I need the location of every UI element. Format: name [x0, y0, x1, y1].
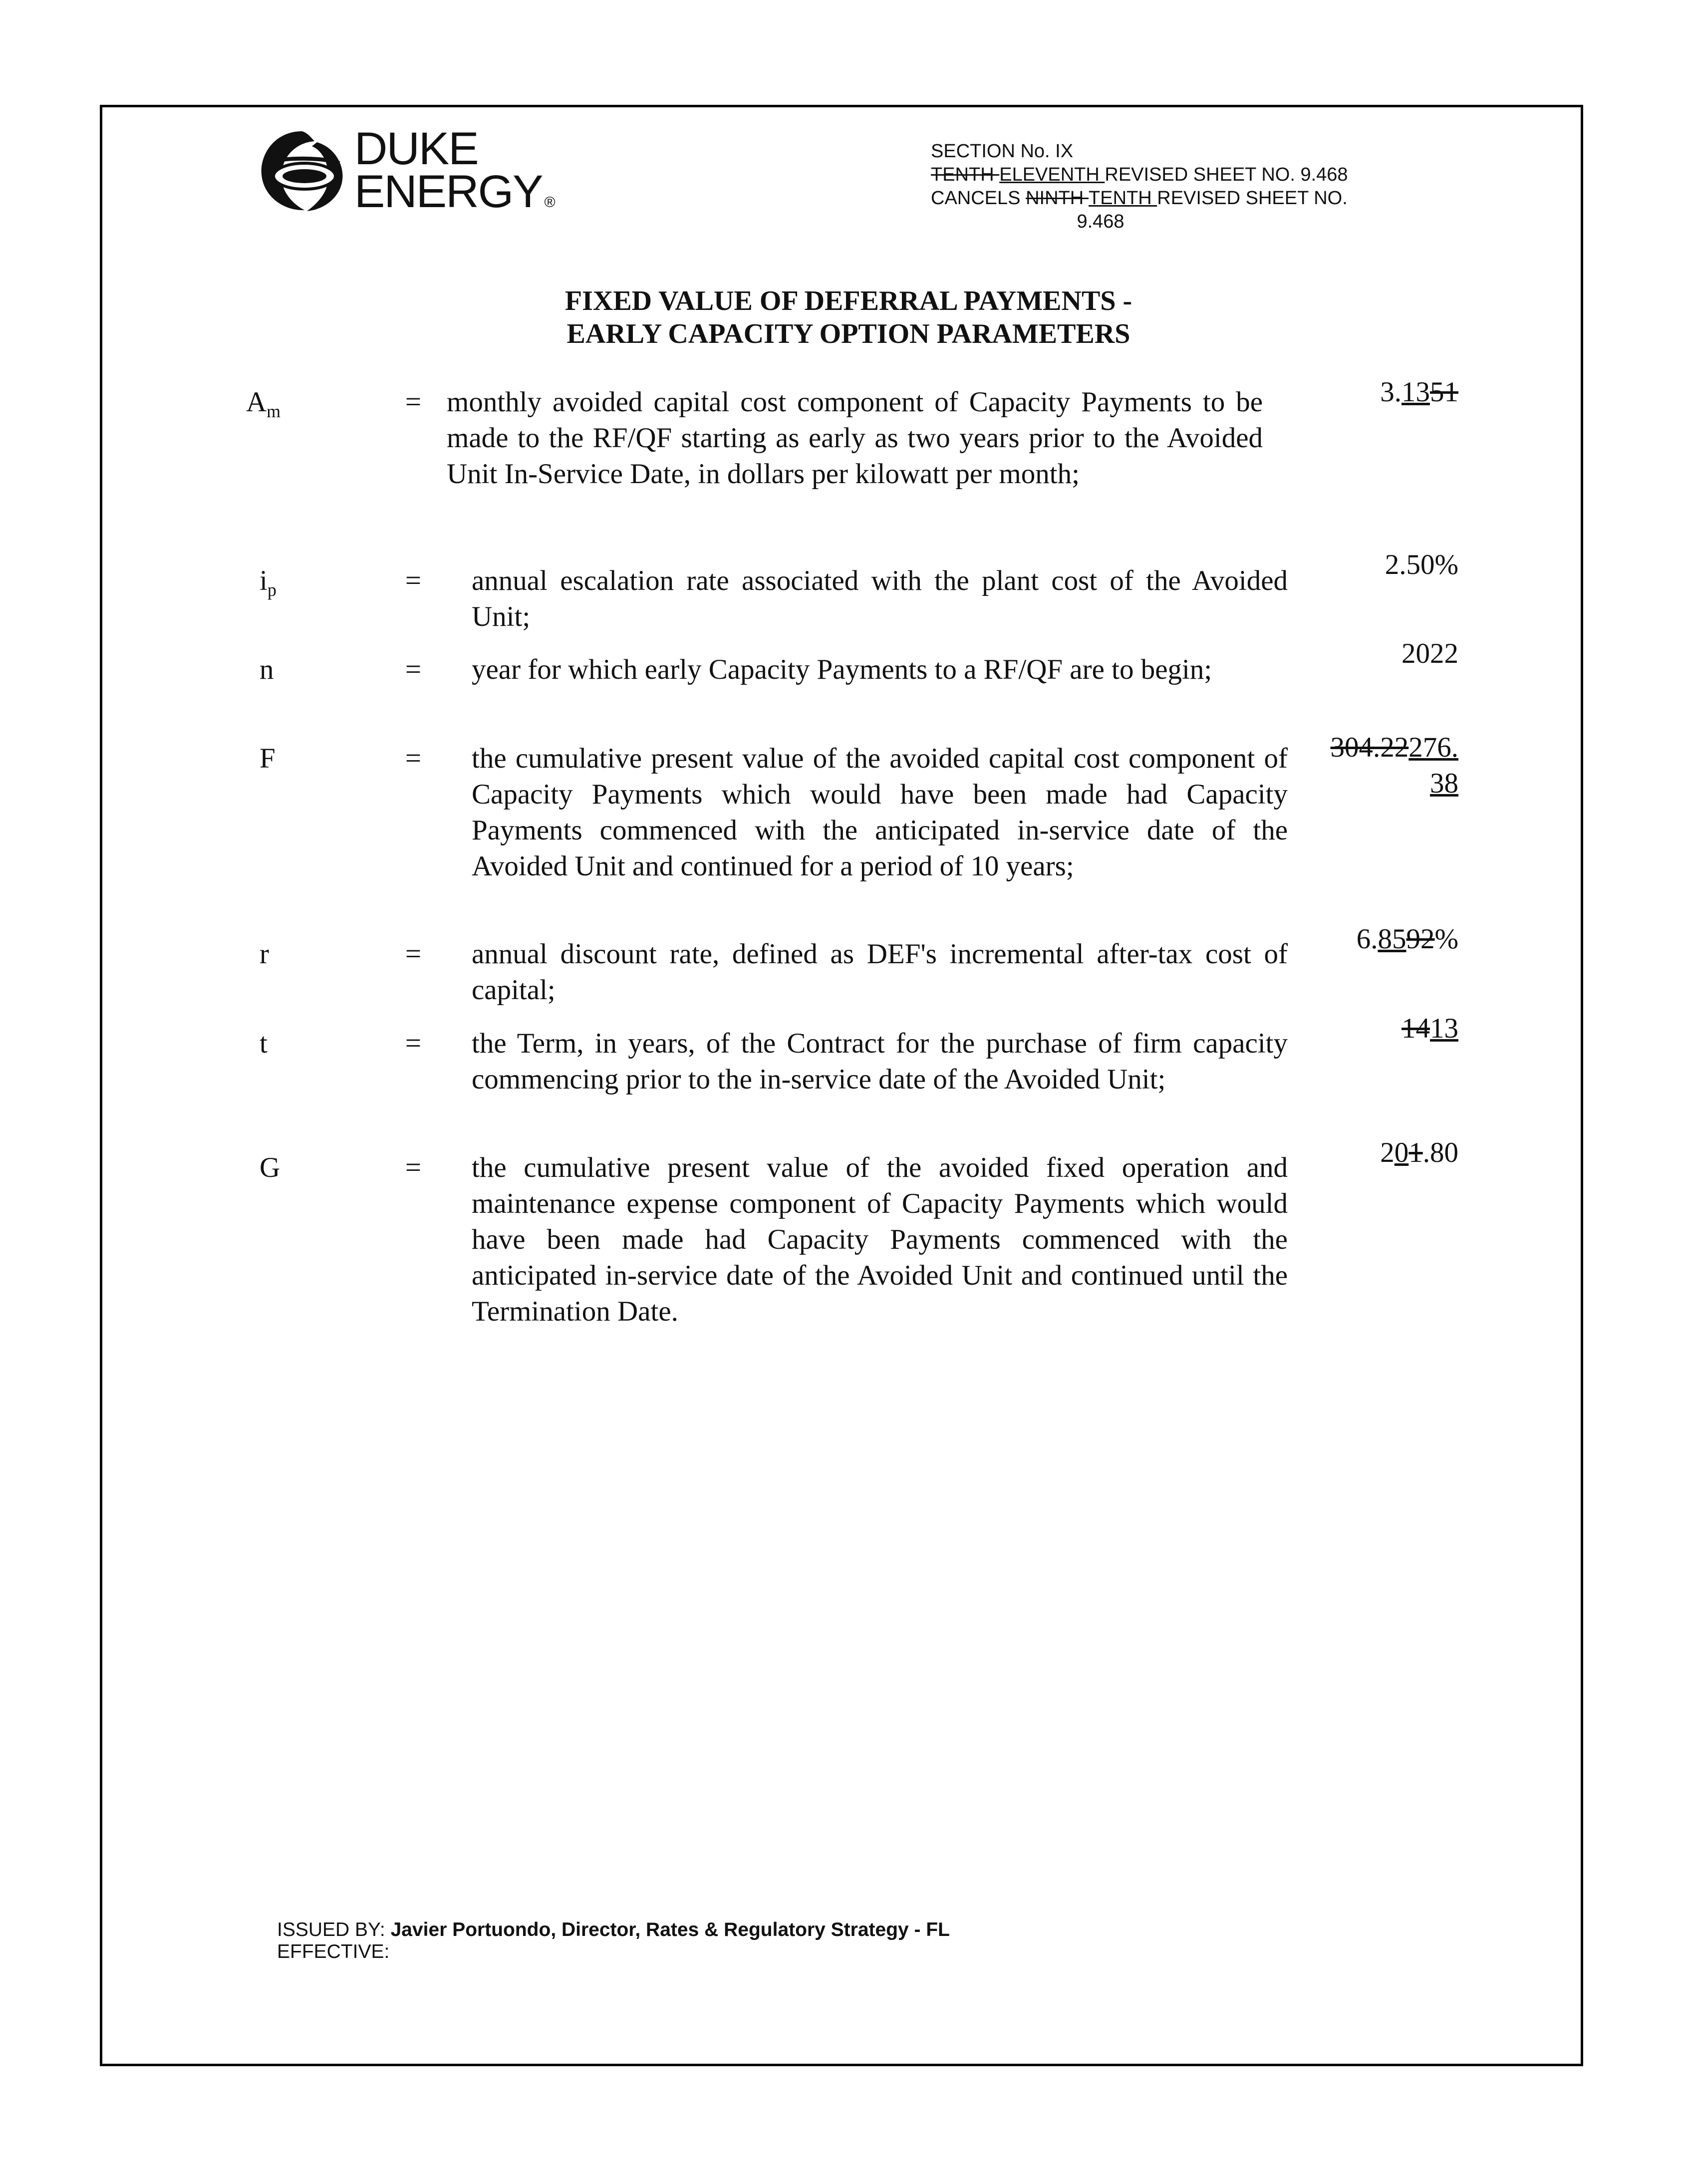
equals-sign: = — [405, 938, 422, 970]
param-value: 2022 — [1402, 638, 1458, 669]
param-value: 201.80 — [1380, 1137, 1458, 1168]
registered-mark: ® — [544, 194, 555, 211]
param-value: 3.1351 — [1380, 376, 1458, 408]
sheet-header — [931, 140, 1480, 234]
logo-wordmark — [354, 123, 555, 224]
param-value: 6.8592% — [1356, 923, 1458, 955]
title-line-1: FIXED VALUE OF DEFERRAL PAYMENTS - — [564, 285, 1132, 316]
struck-text: NINTH — [1026, 188, 1089, 209]
cancels-rest-text: REVISED SHEET NO. — [1157, 188, 1348, 209]
equals-sign: = — [405, 1028, 422, 1059]
param-value: 304.22276. 38 — [1330, 732, 1458, 799]
duke-energy-emblem-icon — [255, 127, 349, 215]
title-line-2: EARLY CAPACITY OPTION PARAMETERS — [566, 318, 1130, 349]
param-definition: annual escalation rate associated with the plant cost of the Avoided Unit; — [472, 565, 1288, 632]
param-symbol: r — [260, 938, 269, 970]
param-symbol: n — [260, 654, 274, 685]
param-symbol: t — [260, 1028, 268, 1059]
param-value: 1413 — [1402, 1013, 1458, 1044]
logo-word-duke: DUKE — [354, 123, 478, 174]
param-symbol: F — [260, 743, 276, 774]
revised-sheet-line — [931, 163, 1480, 187]
equals-sign: = — [405, 1152, 422, 1183]
param-definition: monthly avoided capital cost component of Capacity Payments to be made to the RF/QF starting as early as two years prior to the Avoided Unit In-Service Date, in dollars per kilowatt per month; — [447, 386, 1263, 490]
issued-by-label: ISSUED BY: — [277, 1919, 391, 1940]
duke-energy-logo — [255, 123, 555, 217]
sheet-number-text: REVISED SHEET NO. 9.468 — [1105, 164, 1348, 185]
logo-word-energy: ENERGY — [354, 166, 543, 217]
section-number: SECTION No. IX — [931, 141, 1074, 162]
page-title — [429, 284, 1268, 350]
struck-text: TENTH — [931, 164, 1000, 185]
param-value: 2.50% — [1385, 549, 1458, 580]
cancels-label: CANCELS — [931, 188, 1026, 209]
issued-footer — [277, 1919, 950, 1963]
equals-sign: = — [405, 654, 422, 685]
effective-label: EFFECTIVE: — [277, 1941, 390, 1962]
cancels-sheet-number: 9.468 — [1077, 211, 1124, 232]
inserted-text: ELEVENTH — [999, 164, 1105, 185]
issued-by-line — [277, 1919, 950, 1941]
issued-by-value: Javier Portuondo, Director, Rates & Regulatory Strategy - FL — [390, 1919, 950, 1940]
param-definition: the cumulative present value of the avoided capital cost component of Capacity Payments which would have been made had Capacity Payments commenced with the anticipated in-service date of the Avoided Unit and continued for a period of 10 years; — [472, 743, 1288, 882]
equals-sign: = — [405, 743, 422, 774]
param-definition: annual discount rate, defined as DEF's incremental after-tax cost of capital; — [472, 938, 1288, 1006]
param-symbol: $i_p$ — [260, 565, 277, 600]
equals-sign: = — [405, 565, 422, 596]
cancels-line — [931, 187, 1480, 210]
equals-sign: = — [405, 386, 422, 418]
param-symbol: $A_m$ — [246, 386, 281, 421]
param-definition: the Term, in years, of the Contract for the purchase of firm capacity commencing prior to the in-service date of the Avoided Unit; — [472, 1028, 1288, 1095]
param-definition: the cumulative present value of the avoided fixed operation and maintenance expense component of Capacity Payments which would have been made had Capacity Payments commenced with the anticipated in-service date of the Avoided Unit and continued until the Termination Date. — [472, 1152, 1288, 1327]
param-definition: year for which early Capacity Payments to a RF/QF are to begin; — [472, 654, 1212, 685]
inserted-text: TENTH — [1089, 188, 1157, 209]
param-symbol: G — [260, 1152, 280, 1183]
